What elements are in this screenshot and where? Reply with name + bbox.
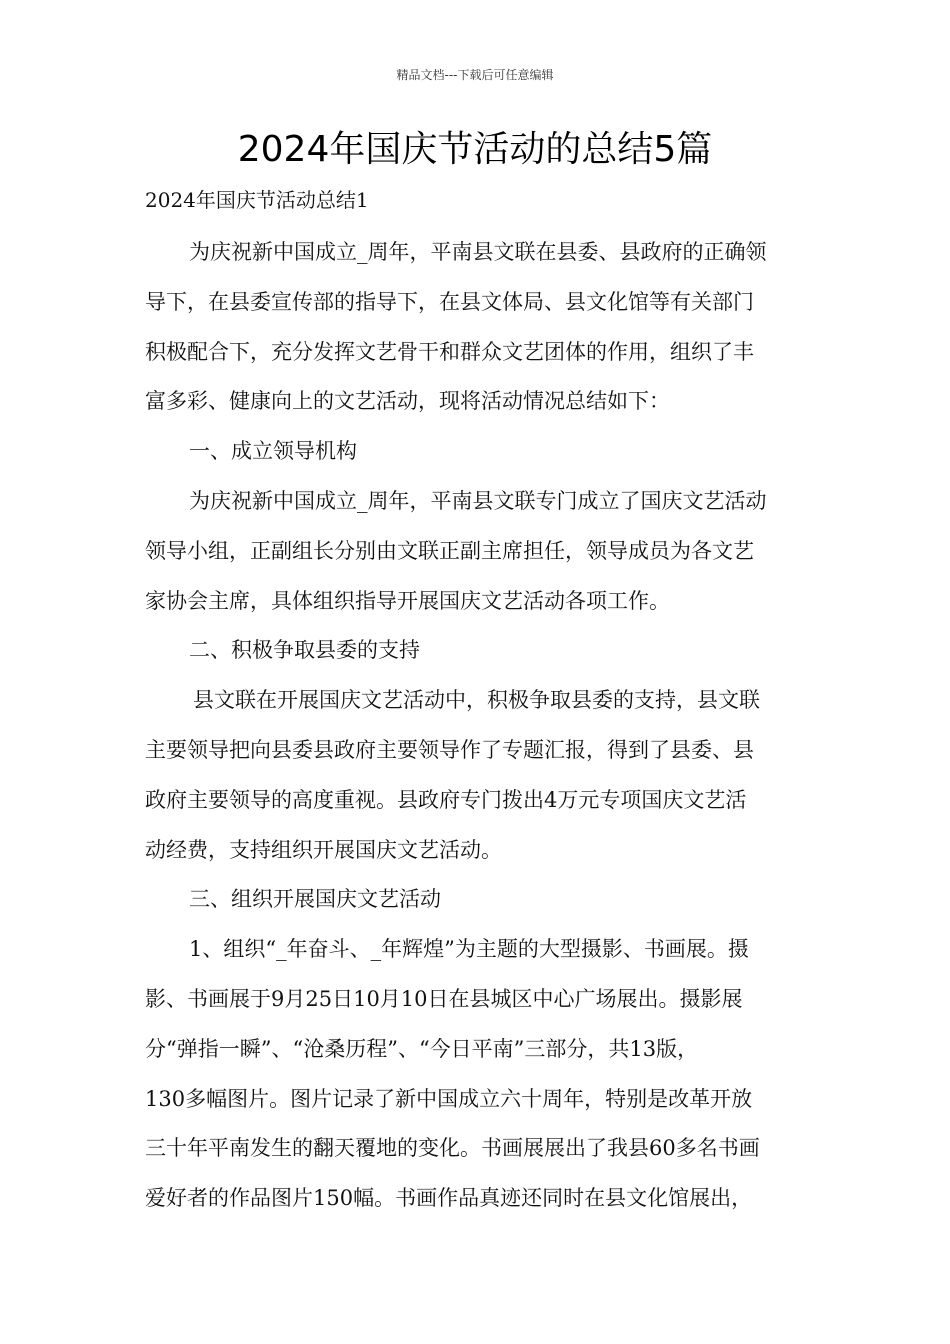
paragraph-line: 130多幅图片。图片记录了新中国成立六十周年，特别是改革开放 bbox=[145, 1086, 753, 1111]
paragraph-line: 家协会主席，具体组织指导开展国庆文艺活动各项工作。 bbox=[145, 588, 670, 613]
paragraph-line: 为庆祝新中国成立_周年，平南县文联在县委、县政府的正确领 bbox=[189, 240, 767, 264]
paragraph-line: 导下，在县委宣传部的指导下，在县文体局、县文化馆等有关部门 bbox=[145, 289, 754, 314]
document-title: 2024年国庆节活动的总结5篇 bbox=[237, 129, 713, 170]
section-heading: 一、成立领导机构 bbox=[189, 439, 357, 464]
paragraph-line: 政府主要领导的高度重视。县政府专门拨出4万元专项国庆文艺活 bbox=[145, 787, 747, 812]
section-heading: 二、积极争取县委的支持 bbox=[189, 638, 420, 663]
paragraph-line: 1、组织“_年奋斗、_年辉煌”为主题的大型摄影、书画展。摄 bbox=[189, 937, 749, 962]
paragraph-line: 爱好者的作品图片150幅。书画作品真迹还同时在县文化馆展出， bbox=[145, 1186, 753, 1211]
paragraph-line: 为庆祝新中国成立_周年，平南县文联专门成立了国庆文艺活动 bbox=[189, 488, 767, 513]
paragraph-line: 动经费，支持组织开展国庆文艺活动。 bbox=[145, 837, 502, 862]
paragraph-line: 县文联在开展国庆文艺活动中，积极争取县委的支持，县文联 bbox=[193, 688, 760, 713]
paragraph-line: 富多彩、健康向上的文艺活动，现将活动情况总结如下： bbox=[145, 389, 670, 414]
paragraph-line: 主要领导把向县委县政府主要领导作了专题汇报，得到了县委、县 bbox=[145, 737, 754, 762]
section-subtitle: 2024年国庆节活动总结1 bbox=[145, 188, 369, 212]
section-heading: 三、组织开展国庆文艺活动 bbox=[189, 887, 441, 912]
paragraph-line: 影、书画展于9月25日10月10日在县城区中心广场展出。摄影展 bbox=[145, 986, 743, 1011]
paragraph-line: 领导小组，正副组长分别由文联正副主席担任，领导成员为各文艺 bbox=[145, 538, 754, 563]
header-note: 精品文档---下载后可任意编辑 bbox=[396, 68, 554, 82]
paragraph-line: 三十年平南发生的翻天覆地的变化。书画展展出了我县60多名书画 bbox=[145, 1136, 760, 1161]
paragraph-line: 积极配合下，充分发挥文艺骨干和群众文艺团体的作用，组织了丰 bbox=[145, 339, 754, 364]
document-body bbox=[145, 228, 825, 1224]
paragraph-line: 分“弹指一瞬”、“沧桑历程”、“今日平南”三部分，共13版， bbox=[145, 1036, 699, 1061]
